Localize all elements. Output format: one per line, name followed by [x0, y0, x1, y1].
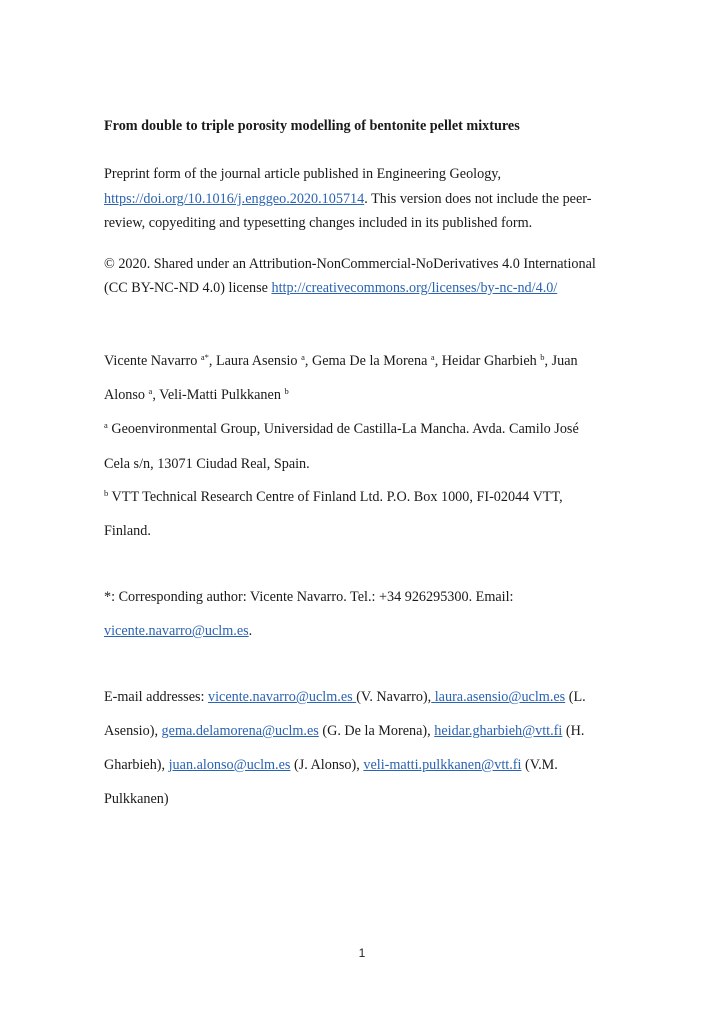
emails-line-1 [104, 688, 586, 706]
author-alonso-last: Alonso [104, 387, 149, 403]
authors-line-1 [104, 352, 578, 370]
email-name-morena: (G. De la Morena), [318, 723, 435, 739]
email-name-alonso: (J. Alonso), [290, 757, 364, 773]
affiliation-b-text: VTT Technical Research Centre of Finland Ltd. P.O. Box 1000, FI-02044 VTT, [108, 489, 563, 505]
preprint-line-2-rest: . This version does not include the peer- [364, 191, 592, 207]
author-navarro: Vicente Navarro [104, 353, 201, 369]
license-link[interactable]: http://creativecommons.org/licenses/by-nc-nd/4.0/ [271, 280, 558, 296]
preprint-line-2 [104, 190, 591, 208]
email-name-navarro: (V. Navarro), [356, 689, 432, 705]
email-link-morena[interactable]: gema.delamorena@uclm.es [161, 723, 319, 739]
affiliation-a-line-1 [104, 420, 579, 438]
email-name-asensio-a: (L. [565, 689, 586, 705]
affil-marker: a [430, 352, 435, 362]
email-link-alonso[interactable]: juan.alonso@uclm.es [168, 757, 291, 773]
affil-marker: b [540, 352, 545, 362]
email-link-navarro[interactable]: vicente.navarro@uclm.es [208, 689, 357, 705]
license-line-1: © 2020. Shared under an Attribution-NonCommercial-NoDerivatives 4.0 International [104, 256, 596, 272]
email-name-pulkkanen-a: (V.M. [521, 757, 558, 773]
emails-line-4: Pulkkanen) [104, 791, 169, 807]
license-label: (CC BY-NC-ND 4.0) license [104, 280, 272, 296]
corresponding-email-link[interactable]: vicente.navarro@uclm.es [104, 623, 249, 639]
email-link-asensio[interactable]: laura.asensio@uclm.es [431, 689, 566, 705]
email-name-gharbieh-b: Gharbieh), [104, 757, 169, 773]
affiliation-a-text: Geoenvironmental Group, Universidad de Castilla-La Mancha. Avda. Camilo José [107, 421, 579, 437]
author-alonso-first: , Juan [544, 353, 578, 369]
emails-line-2 [104, 722, 584, 740]
corresponding-line-1: *: Corresponding author: Vicente Navarro. Tel.: +34 926295300. Email: [104, 589, 514, 605]
affil-marker: a [301, 352, 305, 362]
paper-title: From double to triple porosity modelling of bentonite pellet mixtures [104, 118, 520, 134]
authors-line-2 [104, 386, 289, 404]
author-asensio: , Laura Asensio [208, 353, 302, 369]
email-name-asensio-b: Asensio), [104, 723, 162, 739]
affil-marker: a* [200, 352, 209, 362]
affiliation-a-line-2: Cela s/n, 13071 Ciudad Real, Spain. [104, 456, 310, 472]
affiliation-b-line-1 [104, 488, 563, 506]
affil-marker: b [284, 386, 289, 396]
corresponding-line-2 [104, 622, 252, 640]
license-line-2 [104, 279, 557, 297]
affil-marker: b [104, 488, 109, 498]
email-link-pulkkanen[interactable]: veli-matti.pulkkanen@vtt.fi [363, 757, 522, 773]
author-pulkkanen: , Veli-Matti Pulkkanen [152, 387, 285, 403]
affil-marker: a [104, 420, 108, 430]
author-gharbieh: , Heidar Gharbieh [434, 353, 541, 369]
page-number: 1 [358, 946, 366, 960]
emails-label: E-mail addresses: [104, 689, 209, 705]
preprint-line-1: Preprint form of the journal article published in Engineering Geology, [104, 166, 502, 182]
affiliation-b-line-2: Finland. [104, 523, 151, 539]
email-name-gharbieh-a: (H. [562, 723, 585, 739]
emails-line-3 [104, 756, 558, 774]
author-morena: , Gema De la Morena [304, 353, 431, 369]
email-link-gharbieh[interactable]: heidar.gharbieh@vtt.fi [434, 723, 563, 739]
affil-marker: a [148, 386, 153, 396]
doi-link[interactable]: https://doi.org/10.1016/j.enggeo.2020.105714 [104, 191, 365, 207]
preprint-line-3: review, copyediting and typesetting changes included in its published form. [104, 215, 533, 231]
corresponding-period: . [248, 623, 253, 639]
